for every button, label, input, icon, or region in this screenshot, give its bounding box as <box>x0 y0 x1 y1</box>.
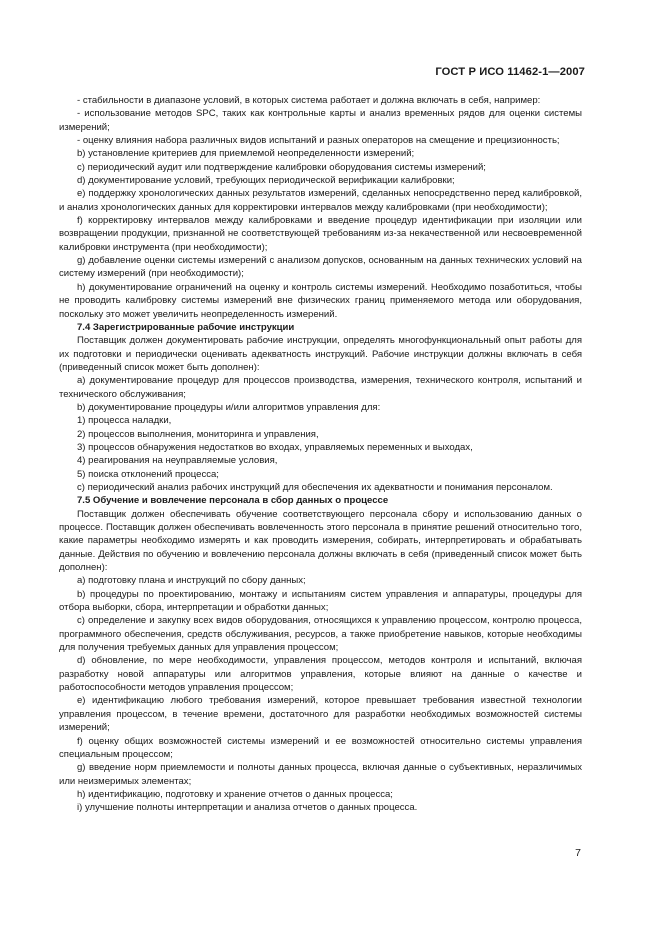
paragraph: g) введение норм приемлемости и полноты данных процесса, включая данные о субъективных, неразличимых или неизмеримых элементах; <box>59 762 582 787</box>
paragraph: c) периодический анализ рабочих инструкций для обеспечения их адекватности и понимания персоналом. <box>77 481 553 493</box>
paragraph: d) документирование условий, требующих периодической верификации калибровки; <box>77 175 455 187</box>
paragraph: c) определение и закупку всех видов оборудования, относящихся к управлению процессом, контролю процесса, программного обеспечения, средств обслуживания, ресурсов, а также приобретение навыков, которые необходимы для получения требуемых данных для управления процессом; <box>59 615 582 654</box>
paragraph: e) идентификацию любого требования измерений, которое превышает требования известной технологии управления процессом, в течение времени, достаточного для разработки необходимых возможностей системы измерений; <box>59 695 582 734</box>
paragraph: d) обновление, по мере необходимости, управления процессом, методов контроля и испытаний, включая разработку новой аппаратуры или алгоритмов управления, которые влияют на данные о качестве и работоспособности методов управления процессом; <box>59 655 582 694</box>
paragraph: - стабильности в диапазоне условий, в которых система работает и должна включать в себя, например: <box>77 95 541 106</box>
section-heading-7-4: 7.4 Зарегистрированные рабочие инструкции <box>77 321 295 333</box>
page-number: 7 <box>575 847 581 859</box>
paragraph: 5) поиска отклонений процесса; <box>77 468 219 480</box>
paragraph: 2) процессов выполнения, мониторинга и управления, <box>77 428 319 440</box>
paragraph: a) подготовку плана и инструкций по сбору данных; <box>77 575 306 587</box>
document-body <box>59 94 582 815</box>
paragraph: b) процедуры по проектированию, монтажу и испытаниям систем управления и аппаратуры, процедуры для отбора выборки, сбора, интерпретации и обработки данных; <box>59 588 582 614</box>
paragraph: Поставщик должен обеспечивать обучение соответствующего персонала сбору и использованию данных о процессе. Поставщик должен обеспечивать вовлеченность этого персонала в принятие решений относительно того, какие параметры необходимо измерять и как проводить измерения, собирать, интерпретировать и обрабатывать данные. Действия по обучению и вовлечению персонала должны включать в себя (приведенный список может быть дополнен): <box>59 508 582 574</box>
paragraph: - оценку влияния набора различных видов испытаний и разных операторов на смещение и прецизионность; <box>77 135 560 147</box>
paragraph: b) установление критериев для приемлемой неопределенности измерений; <box>77 148 415 160</box>
paragraph: h) идентификацию, подготовку и хранение отчетов о данных процесса; <box>77 788 393 800</box>
paragraph: f) оценку общих возможностей системы измерений и ее возможностей относительно системы управления специальным процессом; <box>59 735 582 760</box>
paragraph: f) корректировку интервалов между калибровками и введение процедур идентификации при изоляции или возвращении продукции, признанной не соответствующей требованиям из-за некачественной или несвоевременной калибровки инструмента (при необходимости); <box>59 215 582 253</box>
paragraph: i) улучшение полноты интерпретации и анализа отчетов о данных процесса. <box>77 802 418 814</box>
paragraph: e) поддержку хронологических данных результатов измерений, сделанных непосредственно перед калибровкой, и анализ хронологических данных для корректировки интервалов между калибровками (при необходимости); <box>59 188 582 213</box>
paragraph: Поставщик должен документировать рабочие инструкции, определять многофункциональный опыт работы для их подготовки и периодически оценивать адекватность инструкций. Рабочие инструкции должны включать в себя (приведенный список может быть дополнен): <box>59 335 582 373</box>
section-heading-7-5: 7.5 Обучение и вовлечение персонала в сбор данных о процессе <box>77 495 389 507</box>
paragraph: b) документирование процедуры и/или алгоритмов управления для: <box>77 401 381 413</box>
paragraph: c) периодический аудит или подтверждение калибровки оборудования системы измерений; <box>77 161 486 173</box>
paragraph: 3) процессов обнаружения недостатков во входах, управляемых переменных и выходах, <box>77 441 473 453</box>
paragraph: a) документирование процедур для процессов производства, измерения, технического контроля, испытаний и технического обслуживания; <box>59 375 582 400</box>
document-header: ГОСТ Р ИСО 11462-1—2007 <box>435 66 585 78</box>
paragraph: g) добавление оценки системы измерений с анализом допусков, основанным на данных технических условий на систему измерений (при необходимости); <box>59 255 582 280</box>
paragraph: 1) процесса наладки, <box>77 415 172 427</box>
paragraph: 4) реагирования на неуправляемые условия, <box>77 455 278 467</box>
paragraph: h) документирование ограничений на оценку и контроль системы измерений. Необходимо позаботиться, чтобы не проводить калибровку системы измерений вне физических границ применяемого метода или оборудования, поскольку это может увеличить неопределенность измерений. <box>59 281 582 320</box>
paragraph: - использование методов SPC, таких как контрольные карты и анализ временных рядов для оценки системы измерений; <box>59 108 582 133</box>
